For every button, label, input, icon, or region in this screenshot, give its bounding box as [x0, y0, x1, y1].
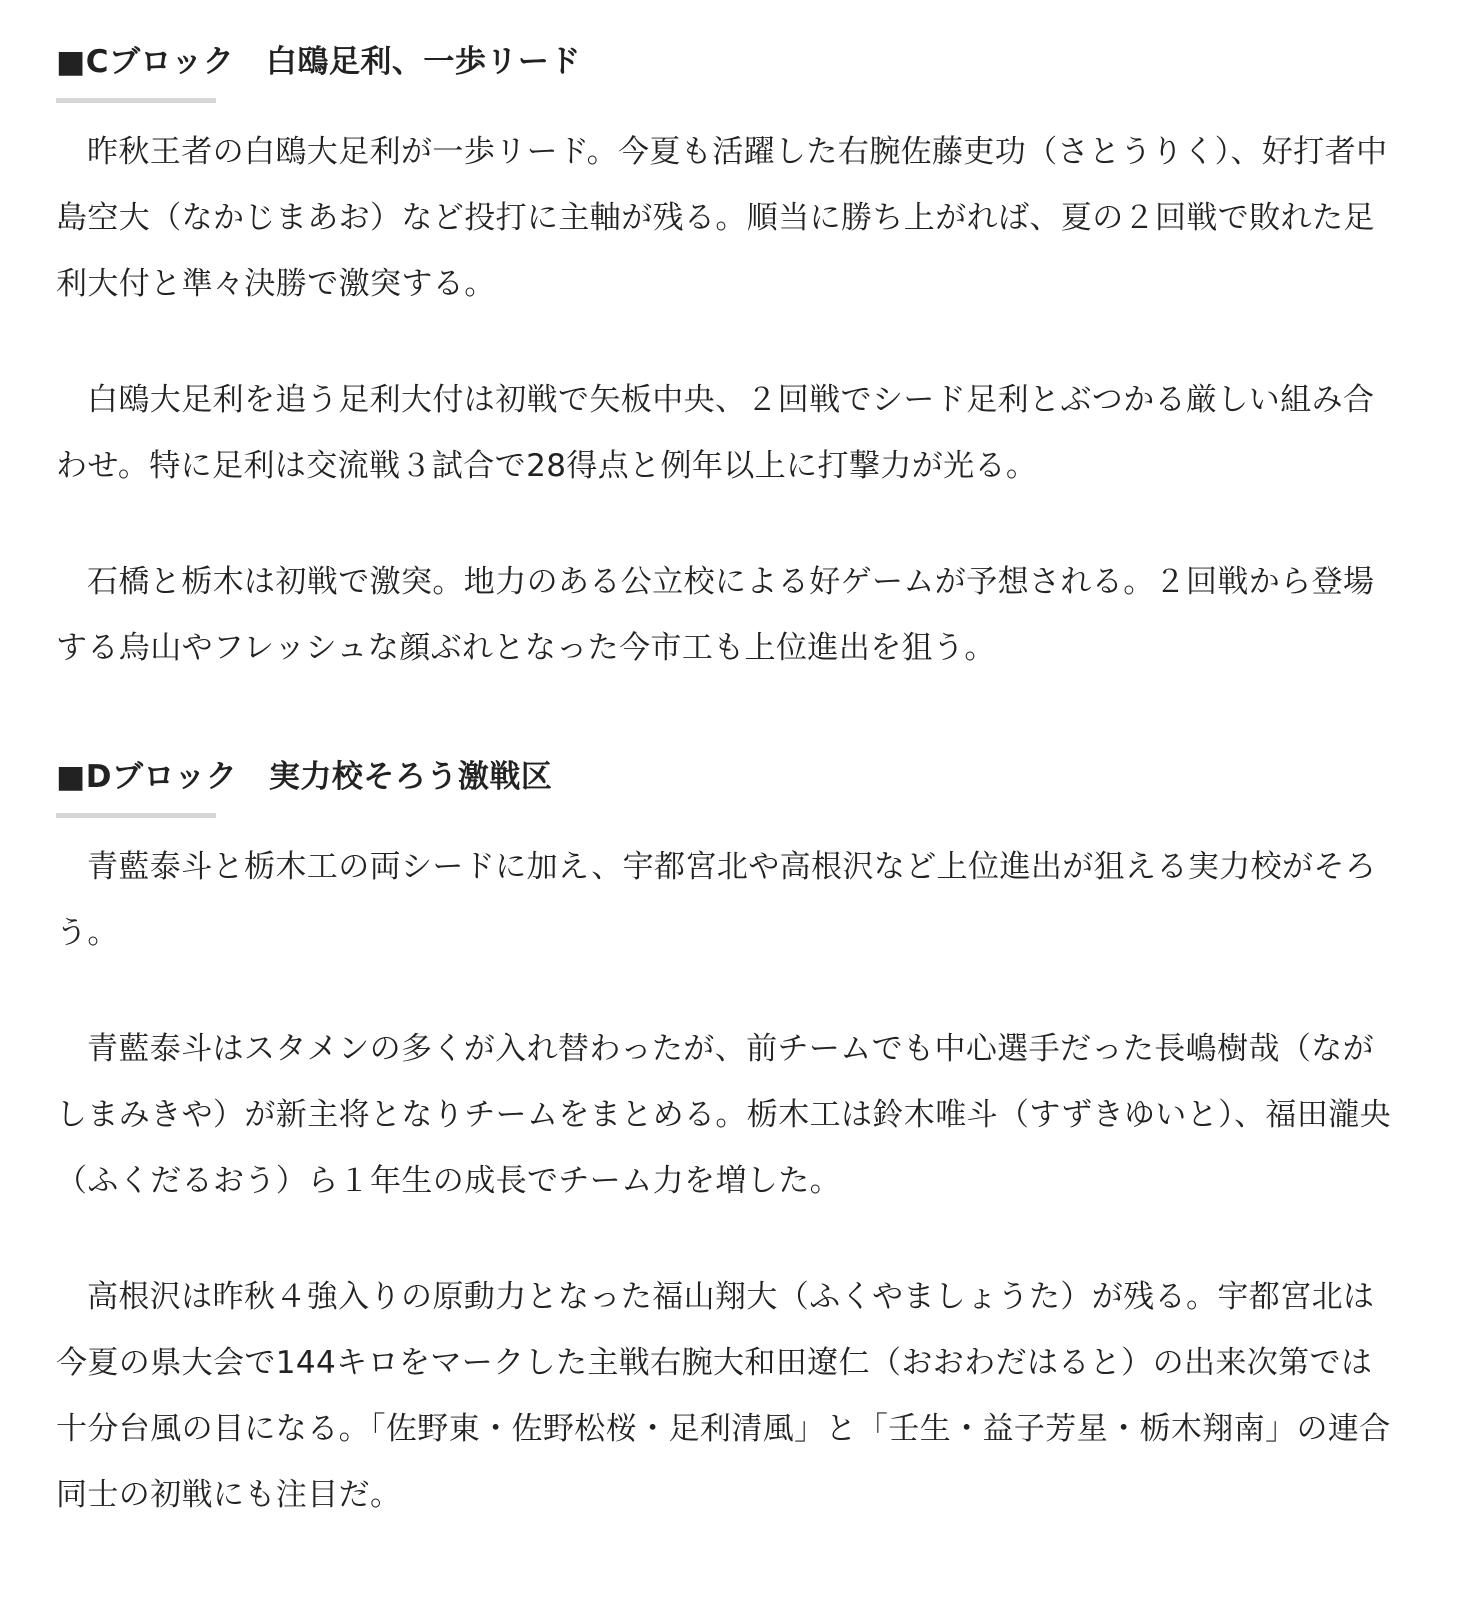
section-heading-d-block: ■Dブロック 実力校そろう激戦区	[56, 759, 553, 795]
paragraph: 白鴎大足利を追う足利大付は初戦で矢板中央、２回戦でシード足利とぶつかる厳しい組み合わせ。特に足利は交流戦３試合で28得点と例年以上に打撃力が光る。	[56, 382, 1375, 484]
paragraph: 石橋と栃木は初戦で激突。地力のある公立校による好ゲームが予想される。２回戦から登場する烏山やフレッシュな顔ぶれとなった今市工も上位進出を狙う。	[56, 564, 1375, 666]
article-body	[56, 40, 1394, 1528]
paragraph: 昨秋王者の白鴎大足利が一歩リード。今夏も活躍した右腕佐藤吏功（さとうりく）、好打者中島空大（なかじまあお）など投打に主軸が残る。順当に勝ち上がれば、夏の２回戦で敗れた足利大付と準々決勝で激突する。	[56, 134, 1388, 302]
heading-underline	[56, 98, 216, 103]
section-heading-c-block: ■Cブロック 白鴎足利、一歩リード	[56, 44, 581, 80]
paragraph: 高根沢は昨秋４強入りの原動力となった福山翔大（ふくやましょうた）が残る。宇都宮北は今夏の県大会で144キロをマークした主戦右腕大和田遼仁（おおわだはると）の出来次第では十分台風の目になる。「佐野東・佐野松桜・足利清風」と「壬生・益子芳星・栃木翔南」の連合同士の初戦にも注目だ。	[56, 1279, 1391, 1513]
paragraph: 青藍泰斗はスタメンの多くが入れ替わったが、前チームでも中心選手だった長嶋樹哉（ながしまみきや）が新主将となりチームをまとめる。栃木工は鈴木唯斗（すずきゆいと）、福田瀧央（ふくだるおう）ら１年生の成長でチーム力を増した。	[56, 1031, 1392, 1199]
paragraph: 青藍泰斗と栃木工の両シードに加え、宇都宮北や高根沢など上位進出が狙える実力校がそろう。	[56, 849, 1377, 951]
heading-underline	[56, 813, 216, 818]
